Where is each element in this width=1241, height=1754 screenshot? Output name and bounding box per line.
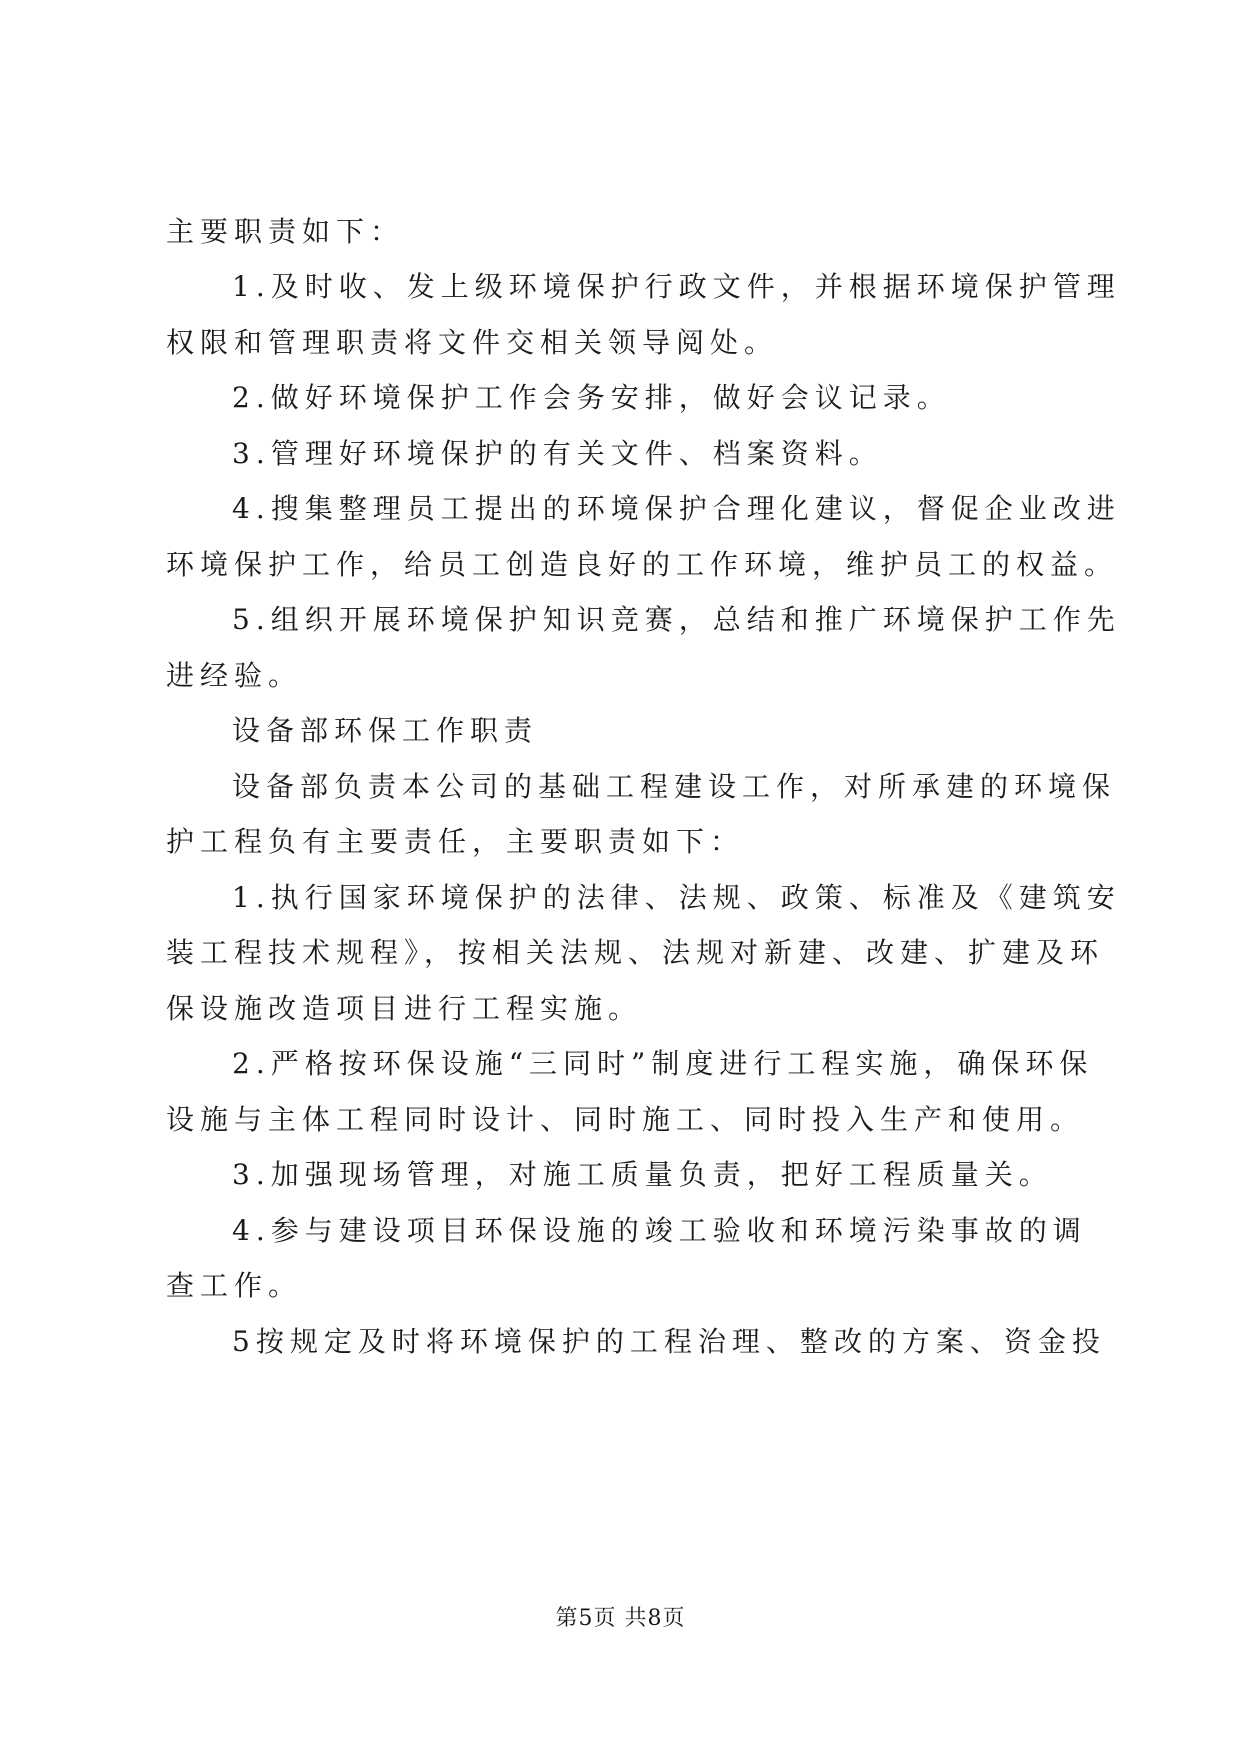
paragraph-line: 设施与主体工程同时设计、同时施工、同时投入生产和使用。 (166, 1103, 1085, 1136)
paragraph-line: 主要职责如下： (166, 215, 405, 248)
paragraph-line: 权限和管理职责将文件交相关领导阅处。 (166, 326, 779, 359)
paragraph-line: 1.及时收、发上级环境保护行政文件，并根据环境保护管理 (232, 270, 1121, 303)
paragraph-line: 护工程负有主要责任，主要职责如下： (166, 825, 745, 858)
paragraph-line: 4.搜集整理员工提出的环境保护合理化建议，督促企业改进 (232, 492, 1121, 525)
paragraph-line: 5.组织开展环境保护知识竞赛，总结和推广环境保护工作先 (232, 603, 1121, 636)
paragraph-line: 4.参与建设项目环保设施的竣工验收和环境污染事故的调 (232, 1214, 1087, 1247)
paragraph-line: 3.加强现场管理，对施工质量负责，把好工程质量关。 (232, 1158, 1053, 1191)
paragraph-line: 5按规定及时将环境保护的工程治理、整改的方案、资金投 (232, 1325, 1106, 1358)
paragraph-line: 设备部负责本公司的基础工程建设工作，对所承建的环境保 (232, 770, 1117, 803)
paragraph-line: 环境保护工作，给员工创造良好的工作环境，维护员工的权益。 (166, 548, 1119, 581)
paragraph-line: 2.做好环境保护工作会务安排，做好会议记录。 (232, 381, 951, 414)
paragraph-line: 进经验。 (166, 659, 303, 692)
paragraph-line: 1.执行国家环境保护的法律、法规、政策、标准及《建筑安 (232, 881, 1121, 914)
paragraph-line: 3.管理好环境保护的有关文件、档案资料。 (232, 437, 883, 470)
section-heading: 设备部环保工作职责 (232, 714, 539, 747)
paragraph-line: 查工作。 (166, 1269, 303, 1302)
paragraph-line: 2.严格按环保设施“三同时”制度进行工程实施，确保环保 (232, 1047, 1094, 1080)
paragraph-line: 装工程技术规程》，按相关法规、法规对新建、改建、扩建及环 (166, 936, 1105, 969)
page-footer: 第5页 共8页 (555, 1606, 686, 1631)
paragraph-line: 保设施改造项目进行工程实施。 (166, 992, 643, 1025)
